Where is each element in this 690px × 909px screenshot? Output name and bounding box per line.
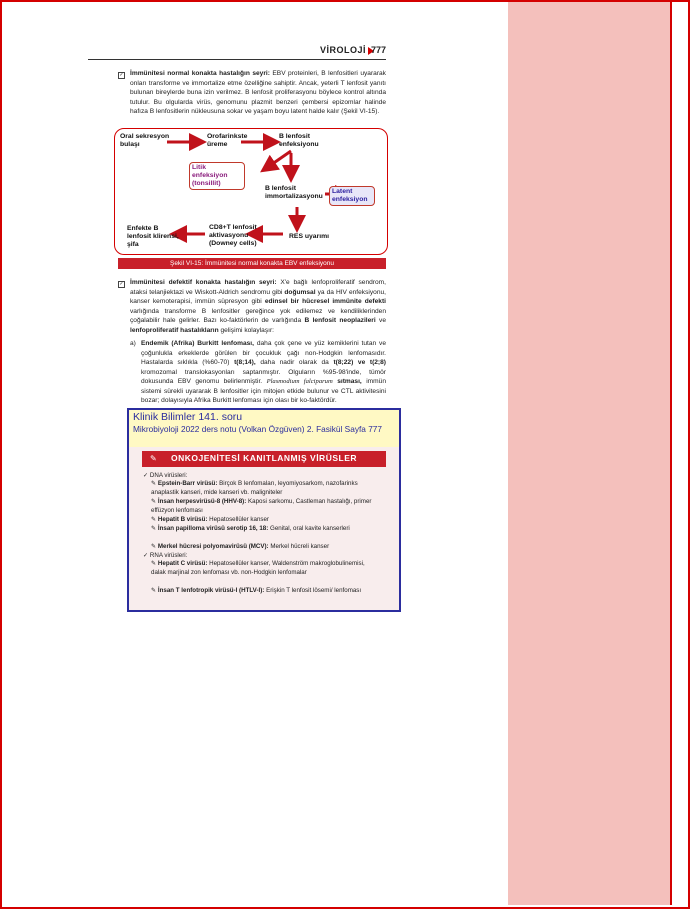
bold-run: lenfoproliferatif hastalıkların xyxy=(130,326,219,334)
virus-hcv: ✎ Hepatit C virüsü: Hepatosellüler kanser, Waldenström makroglobulinemisi, dalak marjinal zon lenfoması vb. non-Hodgkin lenfomalar xyxy=(151,560,365,576)
bold-run: edinsel bir hücresel immünite defekti xyxy=(264,298,386,305)
virus-ebv: ✎ Epstein-Barr virüsü: Birçok B lenfomaları, leyomiyosarkom, nazofarinks anaplastik kanseri, mide kanseri vb. maligniteler xyxy=(151,480,358,496)
pencil-icon: ✎ xyxy=(150,454,157,463)
virus-desc: Genital, oral kavite kanserleri xyxy=(268,525,350,532)
virus-name: Epstein-Barr virüsü: xyxy=(157,480,218,487)
virus-name: İnsan herpesvirüsü-8 (HHV-8): xyxy=(157,498,247,505)
chapter-title: VİROLOJİ xyxy=(319,45,366,55)
text-run: varlığında transforme B lenfositler gereğince yok edilemez ve kendiliklerinden çoğalabilir hale gelirler. Bazı ko-faktörlerin de varlığında xyxy=(130,307,386,324)
virus-hbv: ✎ Hepatit B virüsü: Hepatosellüler kanser xyxy=(151,516,269,523)
dna-header: ✓ DNA virüsleri: xyxy=(143,472,188,479)
figure-caption: Şekil VI-15: İmmünitesi normal konakta EBV enfeksiyonu xyxy=(118,258,386,269)
side-margin xyxy=(508,2,670,905)
virus-name: Merkel hücresi polyomavirüsü (MCV): xyxy=(157,543,269,550)
bold-run: sıtması, xyxy=(332,378,362,385)
italic-run: Plasmodium falciparum xyxy=(266,378,333,385)
paragraph-defective-host xyxy=(130,278,386,335)
paragraph-lead: İmmünitesi defektif konakta hastalığın seyri: xyxy=(130,279,277,286)
text-run: gelişimi kolaylaşır: xyxy=(218,326,275,334)
text-run: daha çok çene ve yüz kemiklerini tutan ve çoğunlukla erkeklerde görülen bir çocukluk çağı non-Hodgkin lenfomasıdır. Hastalarda sıklıkla (%60-70) xyxy=(141,340,386,366)
virus-desc: Kaposi sarkomu, Castleman hastalığı, primer effüzyon lenfoması xyxy=(151,498,372,514)
checkbox-icon: ✓ xyxy=(119,281,124,287)
list-item-burkitt xyxy=(141,339,386,406)
annotation-title: Klinik Bilimler 141. soru xyxy=(133,411,243,423)
rna-header: ✓ RNA virüsleri: xyxy=(143,552,188,559)
paragraph-text: EBV proteinleri, B lenfositleri uyararak onları transforme ve immortalize etme özelliğine sahiptir. Ancak, yeterli T lenfosit yanıtı bulunan bireylerde buna izin verilmez. B lenfosit proliferasyonu böylece kontrol altında tutulur. Bu olgularda virüs, genomunu plazmit benzeri çembersi epizomlar halinde hafıza B lenfositlerin nükleusuna sokar ve yaşam boyu latent halde kalır (Şekil VI-15). xyxy=(130,70,386,115)
bold-run: doğumsal xyxy=(284,288,316,296)
virus-hhv8: ✎ İnsan herpesvirüsü-8 (HHV-8): Kaposi sarkomu, Castleman hastalığı, primer effüzyon lenfoması xyxy=(151,498,372,514)
paragraph-lead: İmmünitesi normal konakta hastalığın seyri: xyxy=(130,70,270,77)
page-header xyxy=(88,44,386,60)
text-run: ya da HIV enfeksiyonu, kanser kemoterapisi, immün süpresyon gibi xyxy=(130,288,386,305)
virus-desc: Hepatosellüler kanser xyxy=(207,516,269,523)
virus-desc: Merkel hücreli kanser xyxy=(268,543,330,550)
node-oral-transmission: Oral sekresyon bulaşı xyxy=(120,133,170,148)
oncogenic-header xyxy=(142,451,386,467)
oncogenic-viruses-box xyxy=(127,447,401,612)
bold-run: t(8;22) ve t(2;8) xyxy=(333,359,386,366)
header-rule xyxy=(88,59,386,60)
text-run: kromozomal translokasyonları saptanmıştır. Olguların %95-98'inde, tümör dokusunda EBV genomu belirlenmiştir. xyxy=(141,368,386,385)
side-edge xyxy=(670,2,672,905)
ebv-diagram xyxy=(114,128,388,255)
text-run: daha nadir olarak da xyxy=(255,359,334,366)
virus-name: Hepatit C virüsü: xyxy=(157,560,208,567)
text-run: X'e bağlı lenfoproliferatif sendrom, ataksi telanjiektazi ve Wiskott-Aldrich sendromu gibi xyxy=(130,279,386,296)
list-marker: a) xyxy=(130,340,136,347)
arrow-3 xyxy=(265,151,291,169)
virus-name: İnsan T lenfotropik virüsü-I (HTLV-I): xyxy=(157,587,265,594)
virus-desc: Erişkin T lenfosit lösemi/ lenfoması xyxy=(264,587,362,594)
virus-htlv: ✎ İnsan T lenfotropik virüsü-I (HTLV-I): Erişkin T lenfosit lösemi/ lenfoması xyxy=(151,587,362,594)
paragraph-normal-host xyxy=(130,69,386,117)
virus-mcv: ✎ Merkel hücresi polyomavirüsü (MCV): Merkel hücreli kanser xyxy=(151,543,330,550)
item-lead: Endemik (Afrika) Burkitt lenfoması, xyxy=(141,340,254,347)
text-run: ve xyxy=(375,317,386,324)
checkbox-icon: ✓ xyxy=(119,72,124,78)
bold-run: B lenfosit neoplazileri xyxy=(304,317,376,324)
node-cd8-activation: CD8+T lenfosit aktivasyonu (Downey cells) xyxy=(209,224,257,247)
text-run: immün sistemi sürekli uyararak B lenfositler için mitojen etkide bulunur ve CTL aktivitesini bozar; dolayısıyla Afrika Burkitt lenfoması için olası bir ko-faktördür. xyxy=(141,378,387,404)
bold-run: t(8;14), xyxy=(234,359,256,366)
node-lytic-infection: Litik enfeksiyon (tonsillit) xyxy=(189,162,245,190)
annotation-box xyxy=(127,408,401,451)
annotation-subtitle: Mikrobiyoloji 2022 ders notu (Volkan Özgüven) 2. Fasikül Sayfa 777 xyxy=(133,424,383,434)
oncogenic-title: ONKOJENİTESİ KANITLANMIŞ VİRÜSLER xyxy=(170,453,358,463)
virus-name: Hepatit B virüsü: xyxy=(157,516,208,523)
node-oropharynx-replication: Orofarinkste üreme xyxy=(207,133,248,148)
page-number: 777 xyxy=(370,45,386,55)
virus-desc: Hepatosellüler kanser, Waldenström makroglobulinemisi, dalak marjinal zon lenfoması vb. non-Hodgkin lenfomalar xyxy=(151,560,365,576)
node-res-stimulation: RES uyarımı xyxy=(289,233,330,240)
node-b-cell-immortalization: B lenfosit immortalizasyonu xyxy=(265,185,323,200)
node-latent-infection: Latent enfeksiyon xyxy=(329,186,375,206)
virus-hpv: ✎ İnsan papilloma virüsü serotip 16, 18: Genital, oral kavite kanserleri xyxy=(151,525,350,532)
dna-label: DNA virüsleri: xyxy=(149,472,188,479)
rna-label: RNA virüsleri: xyxy=(149,552,188,559)
virus-desc: Birçok B lenfomaları, leyomiyosarkom, nazofarinks anaplastik kanseri, mide kanseri vb. maligniteler xyxy=(151,480,358,496)
node-b-cell-infection: B lenfosit enfeksiyonu xyxy=(279,133,319,148)
virus-name: İnsan papilloma virüsü serotip 16, 18: xyxy=(157,525,269,532)
node-clearance: Enfekte B lenfosit klirensi, şifa xyxy=(127,225,179,248)
